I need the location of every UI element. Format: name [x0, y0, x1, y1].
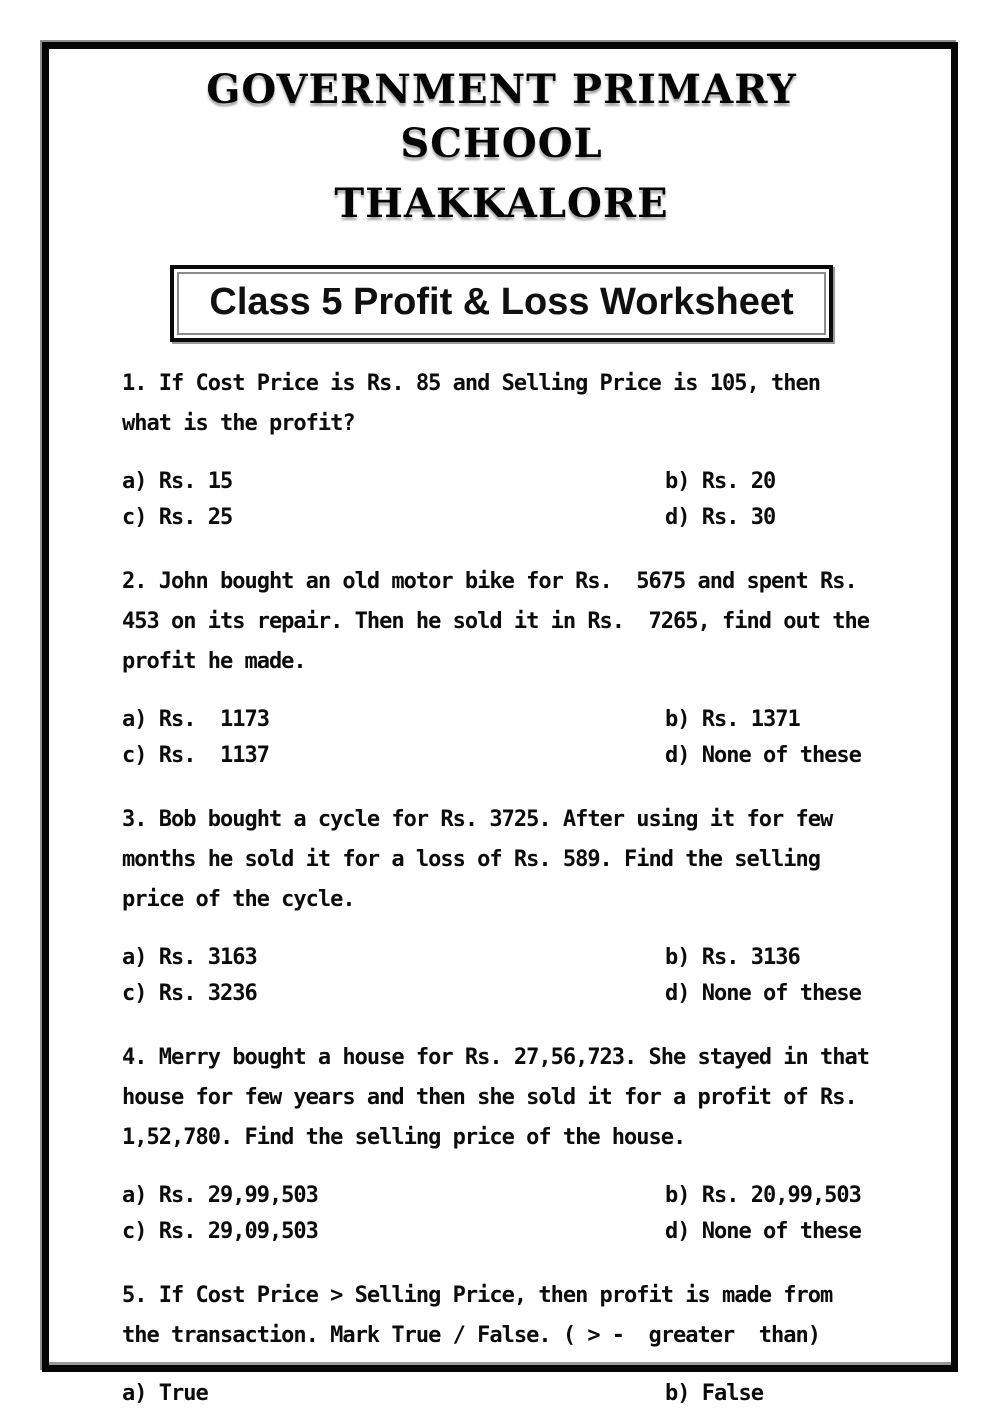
question-4-options: [122, 1178, 881, 1250]
q1-option-c[interactable]: c) Rs. 25: [122, 505, 233, 530]
q2-option-c[interactable]: c) Rs. 1137: [122, 743, 269, 768]
question-1-options-row-2: [122, 500, 881, 536]
worksheet-title-box-inner: [177, 272, 826, 335]
question-4-options-row-1: [122, 1178, 881, 1214]
q4-option-a[interactable]: a) Rs. 29,99,503: [122, 1183, 318, 1208]
worksheet-title-box: [170, 265, 833, 342]
question-3-options-row-1: [122, 940, 881, 976]
question-5-text: 5. If Cost Price > Selling Price, then profit is made from the transaction. Mark True / False. ( > - greater than): [122, 1283, 845, 1348]
question-4-text: 4. Merry bought a house for Rs. 27,56,723. She stayed in that house for few years and then she sold it for a profit of Rs. 1,52,780. Find the selling price of the house.: [122, 1045, 882, 1150]
q4-option-c[interactable]: c) Rs. 29,09,503: [122, 1219, 318, 1244]
worksheet-content: [49, 49, 951, 1412]
question-5-options: [122, 1376, 881, 1412]
question-1-text: 1. If Cost Price is Rs. 85 and Selling Price is 105, then what is the profit?: [122, 371, 833, 436]
q2-option-b[interactable]: b) Rs. 1371: [665, 707, 800, 732]
question-1-options: [122, 464, 881, 536]
question-3-options-row-2: [122, 976, 881, 1012]
q2-option-a[interactable]: a) Rs. 1173: [122, 707, 269, 732]
question-2-options-row-2: [122, 738, 881, 774]
question-2-text: 2. John bought an old motor bike for Rs. 5675 and spent Rs. 453 on its repair. Then he sold it in Rs. 7265, find out the profit he made.: [122, 569, 882, 674]
question-2-options: [122, 702, 881, 774]
page-border: [42, 42, 958, 1406]
q1-option-a[interactable]: a) Rs. 15: [122, 469, 233, 494]
q1-option-d[interactable]: d) Rs. 30: [665, 505, 776, 530]
school-name-line-2: THAKKALORE: [334, 180, 669, 227]
worksheet-title: Class 5 Profit & Loss Worksheet: [209, 281, 794, 323]
q5-option-a[interactable]: a) True: [122, 1381, 208, 1406]
question-2-options-row-1: [122, 702, 881, 738]
q4-option-b[interactable]: b) Rs. 20,99,503: [665, 1183, 861, 1208]
q3-option-d[interactable]: d) None of these: [665, 981, 861, 1006]
question-5-options-row-1: [122, 1376, 881, 1412]
q3-option-b[interactable]: b) Rs. 3136: [665, 945, 800, 970]
q2-option-d[interactable]: d) None of these: [665, 743, 861, 768]
q1-option-b[interactable]: b) Rs. 20: [665, 469, 776, 494]
question-4: [122, 1038, 881, 1250]
question-2: [122, 562, 881, 774]
q5-option-b[interactable]: b) False: [665, 1381, 763, 1406]
q4-option-d[interactable]: d) None of these: [665, 1219, 861, 1244]
question-3-text: 3. Bob bought a cycle for Rs. 3725. After using it for few months he sold it for a loss of Rs. 589. Find the selling price of the cycle.: [122, 807, 845, 912]
question-1-options-row-1: [122, 464, 881, 500]
q3-option-a[interactable]: a) Rs. 3163: [122, 945, 257, 970]
question-4-options-row-2: [122, 1214, 881, 1250]
question-3: [122, 800, 881, 1012]
question-3-options: [122, 940, 881, 1012]
school-name-line-1: GOVERNMENT PRIMARY SCHOOL: [206, 66, 797, 167]
question-5: [122, 1276, 881, 1412]
question-1: [122, 364, 881, 536]
q3-option-c[interactable]: c) Rs. 3236: [122, 981, 257, 1006]
